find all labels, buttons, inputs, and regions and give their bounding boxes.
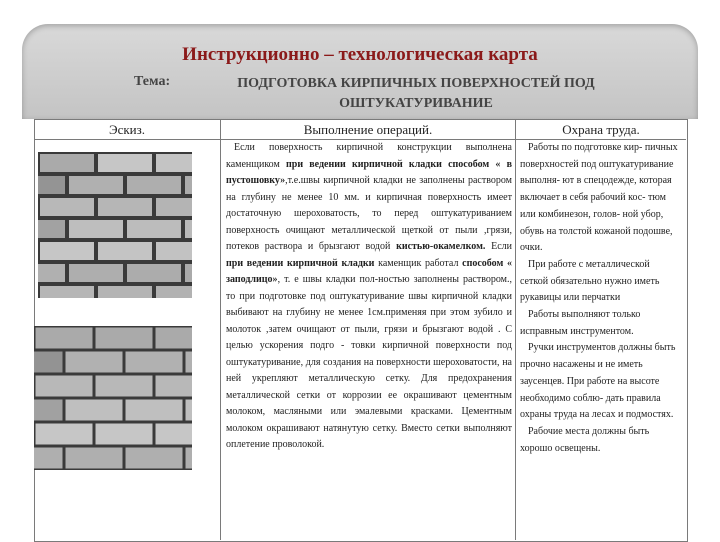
operations-run: Если поверхность кирпичной конструкции выполнена каменщиком [226, 142, 512, 170]
brick [127, 176, 181, 194]
brick [96, 424, 153, 445]
brick [36, 376, 93, 397]
brick [156, 328, 193, 349]
safety-paragraph: Рабочие места должны быть хорошо освещены. [520, 425, 650, 454]
column-header-operations: Выполнение операций. [303, 122, 433, 137]
brick [156, 198, 192, 216]
brick [156, 242, 192, 260]
operations-run: Если [485, 241, 513, 252]
brick [185, 220, 192, 238]
brick [36, 424, 93, 445]
brick [40, 198, 94, 216]
page-title: Инструкционно – технологическая карта [182, 44, 538, 65]
brick [98, 242, 152, 260]
brick [38, 176, 65, 194]
brick [127, 264, 181, 282]
operations-bold-run: кистью-окамелком. [396, 241, 486, 252]
brick [126, 448, 183, 469]
brick [38, 220, 65, 238]
brick [96, 328, 153, 349]
brick [186, 448, 193, 469]
operations-run: ,т.е.швы кирпичной кладки не заполнены раствором на глубину не менее 10 мм. и кирпичная поверхность имеет достаточную шероховатость, то перед оштукатуриванием поверхность очищают металлической щеткой от пыли ,грязи, потеков раствора и брызгают водой [226, 175, 512, 252]
brick [34, 448, 63, 469]
operations-bold-run: способом « заподлицо» [226, 257, 512, 285]
operations-text [226, 140, 512, 454]
column-header-sketch: Эскиз. [108, 122, 145, 137]
brick [34, 400, 63, 421]
column-divider [220, 119, 221, 540]
safety-paragraph: Ручки инструментов должны быть прочно насажены и не иметь заусенцев. При работе на высоте необходимо соблю- дать правила охраны труда на лесах и подмостях. [520, 342, 676, 421]
brick [36, 328, 93, 349]
operations-bold-run: при ведении кирпичной кладки [226, 257, 375, 269]
brick-wall-flush-image [34, 326, 192, 470]
operations-run: каменщик работал [374, 257, 463, 269]
brick [98, 198, 152, 216]
brick [66, 400, 123, 421]
brick [186, 352, 193, 373]
brick [185, 264, 192, 282]
brick [40, 286, 94, 298]
brick [156, 286, 192, 298]
topic-text: ПОДГОТОВКА КИРПИЧНЫХ ПОВЕРХНОСТЕЙ ПОД ОШТУКАТУРИВАНИЕ [237, 76, 595, 111]
safety-paragraph: Работы выполняют только исправным инструментом. [520, 309, 641, 337]
brick [69, 176, 123, 194]
brick [69, 264, 123, 282]
brick [98, 154, 152, 172]
brick [126, 352, 183, 373]
safety-paragraph: Работы по подготовке кир- пичных поверхностей под оштукатуривание выполня- ют в спецодежде, которая включает в себя рабочий кос- тюм или комбинезон, голов- ной убор, обувь на толстой кожаной подошве, очки. [520, 142, 678, 254]
column-header-safety: Охрана труда. [562, 122, 640, 137]
operations-bold-run: при ведении кирпичной кладки способом « в пустошовку» [226, 158, 512, 186]
brick [156, 424, 193, 445]
brick [38, 264, 65, 282]
brick [66, 352, 123, 373]
brick [40, 242, 94, 260]
operations-run: , т. е швы кладки пол-ностью заполнены раствором., то при подготовке под оштукатуривание швы кирпичной кладки выбивают на глубину не менее 1см.применяя при этом зубило и молоток ,затем очищают от пыли, грязи и брызгают водой . С целью ускорения подго - товки кирпичной поверхности под оштукатуривание, для создания на поверхности шероховатости, на ней укрепляют металлическую сетку. Для предохранения металлической сетки от коррозии ее окрашивают цементным молоком, масляными или эмалевыми красками. Цементным молоком окрашивают натянутую сетку. Вместо сетки выполняют оплетение проволокой. [226, 274, 512, 450]
brick [40, 154, 94, 172]
safety-text [520, 140, 680, 457]
brick [186, 400, 193, 421]
brick [156, 376, 193, 397]
brick [34, 352, 63, 373]
brick [127, 220, 181, 238]
column-divider [515, 119, 516, 540]
brick-wall-recessed-image [38, 152, 192, 298]
brick [69, 220, 123, 238]
brick [66, 448, 123, 469]
brick [185, 176, 192, 194]
topic-label: Тема: [134, 74, 171, 89]
brick [126, 400, 183, 421]
safety-paragraph: При работе с металлической сеткой обязательно нужно иметь рукавицы или перчатки [520, 258, 660, 304]
brick [96, 376, 153, 397]
brick [156, 154, 192, 172]
brick [98, 286, 152, 298]
